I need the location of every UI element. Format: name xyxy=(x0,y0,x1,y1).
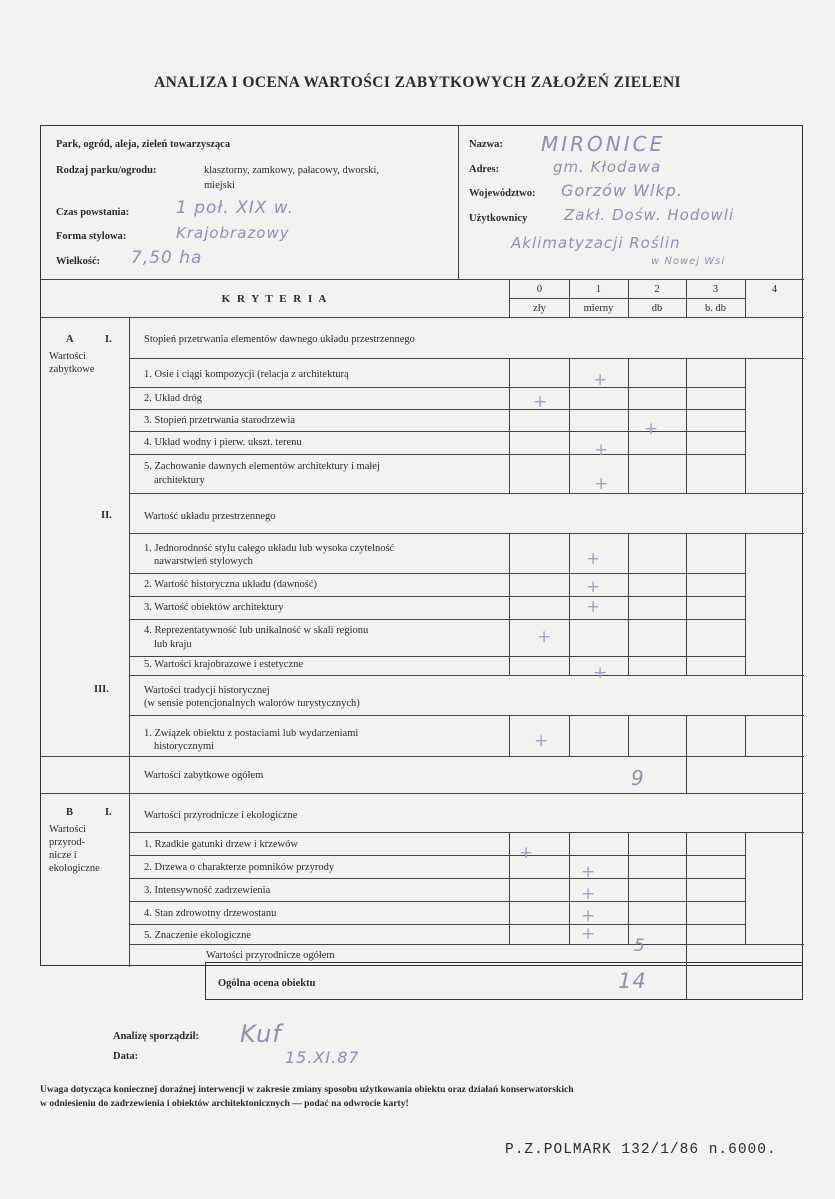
mark-plus: + xyxy=(534,731,549,751)
g1-item-1: 1. Osie i ciągi kompozycji (relacja z architekturą xyxy=(144,369,349,380)
data-value: 15.XI.87 xyxy=(285,1048,360,1067)
row-line xyxy=(129,878,745,879)
note-line-1: Uwaga dotycząca koniecznej doraźnej interwencji w zakresie zmiany sposobu użytkowania obiektu oraz działań konserwatorskich xyxy=(40,1084,574,1095)
score-name-zly: zły xyxy=(533,303,546,314)
rodzaj-options-2: miejski xyxy=(204,180,235,191)
row-line xyxy=(129,675,804,676)
header-bottom-line xyxy=(41,279,804,280)
section-b-name-4: ekologiczne xyxy=(49,863,100,874)
form-code: P.Z.POLMARK 132/1/86 n.6000. xyxy=(505,1142,777,1158)
score-2: 2 xyxy=(654,284,660,295)
col-line xyxy=(745,832,746,945)
row-line xyxy=(41,756,804,757)
col-line xyxy=(569,280,570,318)
row-line xyxy=(129,715,804,716)
czas-label: Czas powstania: xyxy=(56,207,130,218)
row-line xyxy=(129,493,804,494)
row-line xyxy=(129,656,745,657)
col-line xyxy=(569,715,570,757)
g3-item-1: 1. Związek obiektu z postaciami lub wydarzeniami xyxy=(144,728,359,739)
mark-plus: + xyxy=(581,906,596,926)
data-label: Data: xyxy=(113,1051,139,1062)
section-b-letter: B xyxy=(66,807,74,818)
g2-item-1: 1. Jednorodność stylu całego układu lub wysoka czytelność xyxy=(144,543,395,554)
section-divider xyxy=(41,793,804,794)
col-line xyxy=(509,832,510,945)
col-line xyxy=(509,715,510,757)
col-line xyxy=(628,715,629,757)
czas-value: 1 poł. XIX w. xyxy=(176,198,295,218)
col-line xyxy=(509,533,510,676)
section-b-name-2: przyrod- xyxy=(49,837,86,848)
mark-plus: + xyxy=(533,392,548,412)
b-item-5: 5. Znaczenie ekologiczne xyxy=(144,930,251,941)
col-line xyxy=(745,358,746,494)
mark-plus: + xyxy=(581,884,596,904)
section-b-total-label: Wartości przyrodnicze ogółem xyxy=(206,950,335,961)
row-line xyxy=(129,358,804,359)
col-line xyxy=(686,832,687,967)
col-line xyxy=(686,715,687,757)
row-line xyxy=(129,387,745,388)
col-line xyxy=(686,963,687,999)
overall-box xyxy=(205,962,803,1000)
wielkosc-value: 7,50 ha xyxy=(131,248,203,268)
score-name-bdb: b. db xyxy=(705,303,726,314)
g2-item-5: 5. Wartości krajobrazowe i estetyczne xyxy=(144,659,304,670)
uzytkownicy-value-2: Aklimatyzacji Roślin xyxy=(511,234,681,252)
section-a-roman: I. xyxy=(105,334,112,345)
col-line xyxy=(686,358,687,494)
wojewodztwo-value: Gorzów Wlkp. xyxy=(561,181,683,200)
col-line xyxy=(628,358,629,494)
mark-plus: + xyxy=(586,577,601,597)
mark-plus: + xyxy=(586,549,601,569)
col-line xyxy=(628,832,629,945)
g1-item-3: 3. Stopień przetrwania starodrzewia xyxy=(144,415,296,426)
col-line xyxy=(628,533,629,676)
g2-item-1-cont: nawarstwień stylowych xyxy=(154,556,253,567)
row-line xyxy=(129,454,745,455)
note-line-2: w odniesieniu do zadrzewienia i obiektów architektonicznych — podać na odwrocie karty! xyxy=(40,1098,409,1109)
score-0: 0 xyxy=(536,284,543,295)
b-item-1: 1. Rzadkie gatunki drzew i krzewów xyxy=(144,839,298,850)
forma-label: Forma stylowa: xyxy=(56,231,127,242)
row-line xyxy=(129,533,804,534)
score-3: 3 xyxy=(712,284,719,295)
rodzaj-label: Rodzaj parku/ogrodu: xyxy=(56,165,157,176)
g2-item-3: 3. Wartość obiektów architektury xyxy=(144,602,284,613)
section-b-total-value: 5 xyxy=(634,936,646,956)
score-name-mierny: mierny xyxy=(583,303,614,314)
group3-roman: III. xyxy=(94,684,109,695)
section-a-letter: A xyxy=(66,334,74,345)
row-line xyxy=(129,855,745,856)
park-label: Park, ogród, aleja, zieleń towarzysząca xyxy=(56,139,231,150)
mark-plus: + xyxy=(593,370,608,390)
group3-title-2: (w sensie potencjonalnych walorów turystycznych) xyxy=(144,698,360,709)
b-item-2: 2. Drzewa o charakterze pomników przyrody xyxy=(144,862,335,873)
score-1: 1 xyxy=(595,284,602,295)
section-a-total-label: Wartości zabytkowe ogółem xyxy=(144,770,264,781)
overall-label: Ogólna ocena obiektu xyxy=(218,978,316,989)
g2-item-4: 4. Reprezentatywność lub unikalność w skali regionu xyxy=(144,625,369,636)
wojewodztwo-label: Województwo: xyxy=(469,188,536,199)
criteria-label: K R Y T E R I A xyxy=(221,293,329,305)
g1-item-4: 4. Układ wodny i pierw. ukszt. terenu xyxy=(144,437,302,448)
col-line xyxy=(569,832,570,945)
col-line xyxy=(686,533,687,676)
score-name-db: db xyxy=(651,303,663,314)
section-a-total-value: 9 xyxy=(631,766,645,790)
score-4: 4 xyxy=(771,284,778,295)
section-left-column-line xyxy=(129,318,130,967)
section-b-name-3: nicze i xyxy=(49,850,77,861)
mark-plus: + xyxy=(519,843,534,863)
document-title: ANALIZA I OCENA WARTOŚCI ZABYTKOWYCH ZAŁOŻEŃ ZIELENI xyxy=(153,74,681,91)
group2-title: Wartość układu przestrzennego xyxy=(144,511,276,522)
adres-value: gm. Kłodawa xyxy=(553,158,662,176)
rodzaj-options: klasztorny, zamkowy, pałacowy, dworski, xyxy=(204,165,379,176)
col-line xyxy=(686,756,687,793)
uzytkownicy-value-3: w Nowej Wsi xyxy=(651,256,726,267)
uzytkownicy-label: Użytkownicy xyxy=(469,213,528,224)
row-line xyxy=(129,619,745,620)
evaluation-form xyxy=(40,125,803,966)
b-item-4: 4. Stan zdrowotny drzewostanu xyxy=(144,908,277,919)
section-b-group-title: Wartości przyrodnicze i ekologiczne xyxy=(144,810,298,821)
nazwa-label: Nazwa: xyxy=(469,139,503,150)
mark-plus: + xyxy=(581,862,596,882)
b-item-3: 3. Intensywność zadrzewienia xyxy=(144,885,271,896)
col-line xyxy=(569,358,570,494)
g3-item-1-cont: historycznymi xyxy=(154,741,215,752)
section-b-roman: I. xyxy=(105,807,112,818)
row-line xyxy=(129,901,745,902)
row-line xyxy=(129,924,745,925)
section-a-name: Wartości xyxy=(49,351,87,362)
row-line xyxy=(129,573,745,574)
criteria-header-bottom xyxy=(41,317,804,318)
mark-plus: + xyxy=(644,419,659,439)
g2-item-2: 2. Wartość historyczna układu (dawność) xyxy=(144,579,318,590)
section-b-name: Wartości xyxy=(49,824,87,835)
row-line xyxy=(129,409,745,410)
col-line xyxy=(509,280,510,318)
row-line xyxy=(129,944,804,945)
section-a-name-2: zabytkowe xyxy=(49,364,95,375)
mark-plus: + xyxy=(586,597,601,617)
header-divider xyxy=(458,126,459,280)
mark-plus: + xyxy=(594,474,609,494)
adres-label: Adres: xyxy=(469,164,500,175)
mark-plus: + xyxy=(581,924,596,944)
mark-plus: + xyxy=(537,627,552,647)
row-line xyxy=(129,596,745,597)
col-line xyxy=(509,358,510,494)
uzytkownicy-value-1: Zakł. Dośw. Hodowli xyxy=(564,206,735,224)
col-line xyxy=(745,533,746,676)
wielkosc-label: Wielkość: xyxy=(56,256,101,267)
group1-title: Stopień przetrwania elementów dawnego układu przestrzennego xyxy=(144,334,415,345)
analiza-signature: Kuf xyxy=(240,1020,282,1048)
group3-title-1: Wartości tradycji historycznej xyxy=(144,685,270,696)
forma-value: Krajobrazowy xyxy=(176,224,290,242)
mark-plus: + xyxy=(593,663,608,683)
col-line xyxy=(745,715,746,757)
col-line xyxy=(686,280,687,318)
mark-plus: + xyxy=(594,440,609,460)
g1-item-5-cont: architektury xyxy=(154,475,205,486)
col-line xyxy=(745,280,746,318)
g1-item-5: 5. Zachowanie dawnych elementów architektury i małej xyxy=(144,461,380,472)
overall-value: 14 xyxy=(618,969,647,993)
row-line xyxy=(129,832,804,833)
g1-item-2: 2. Układ dróg xyxy=(144,393,203,404)
analiza-label: Analizę sporządził: xyxy=(113,1031,200,1042)
col-line xyxy=(628,280,629,318)
nazwa-value: MIRONICE xyxy=(541,132,666,156)
group2-roman: II. xyxy=(101,510,112,521)
g2-item-4-cont: lub kraju xyxy=(154,639,192,650)
col-line xyxy=(569,533,570,676)
